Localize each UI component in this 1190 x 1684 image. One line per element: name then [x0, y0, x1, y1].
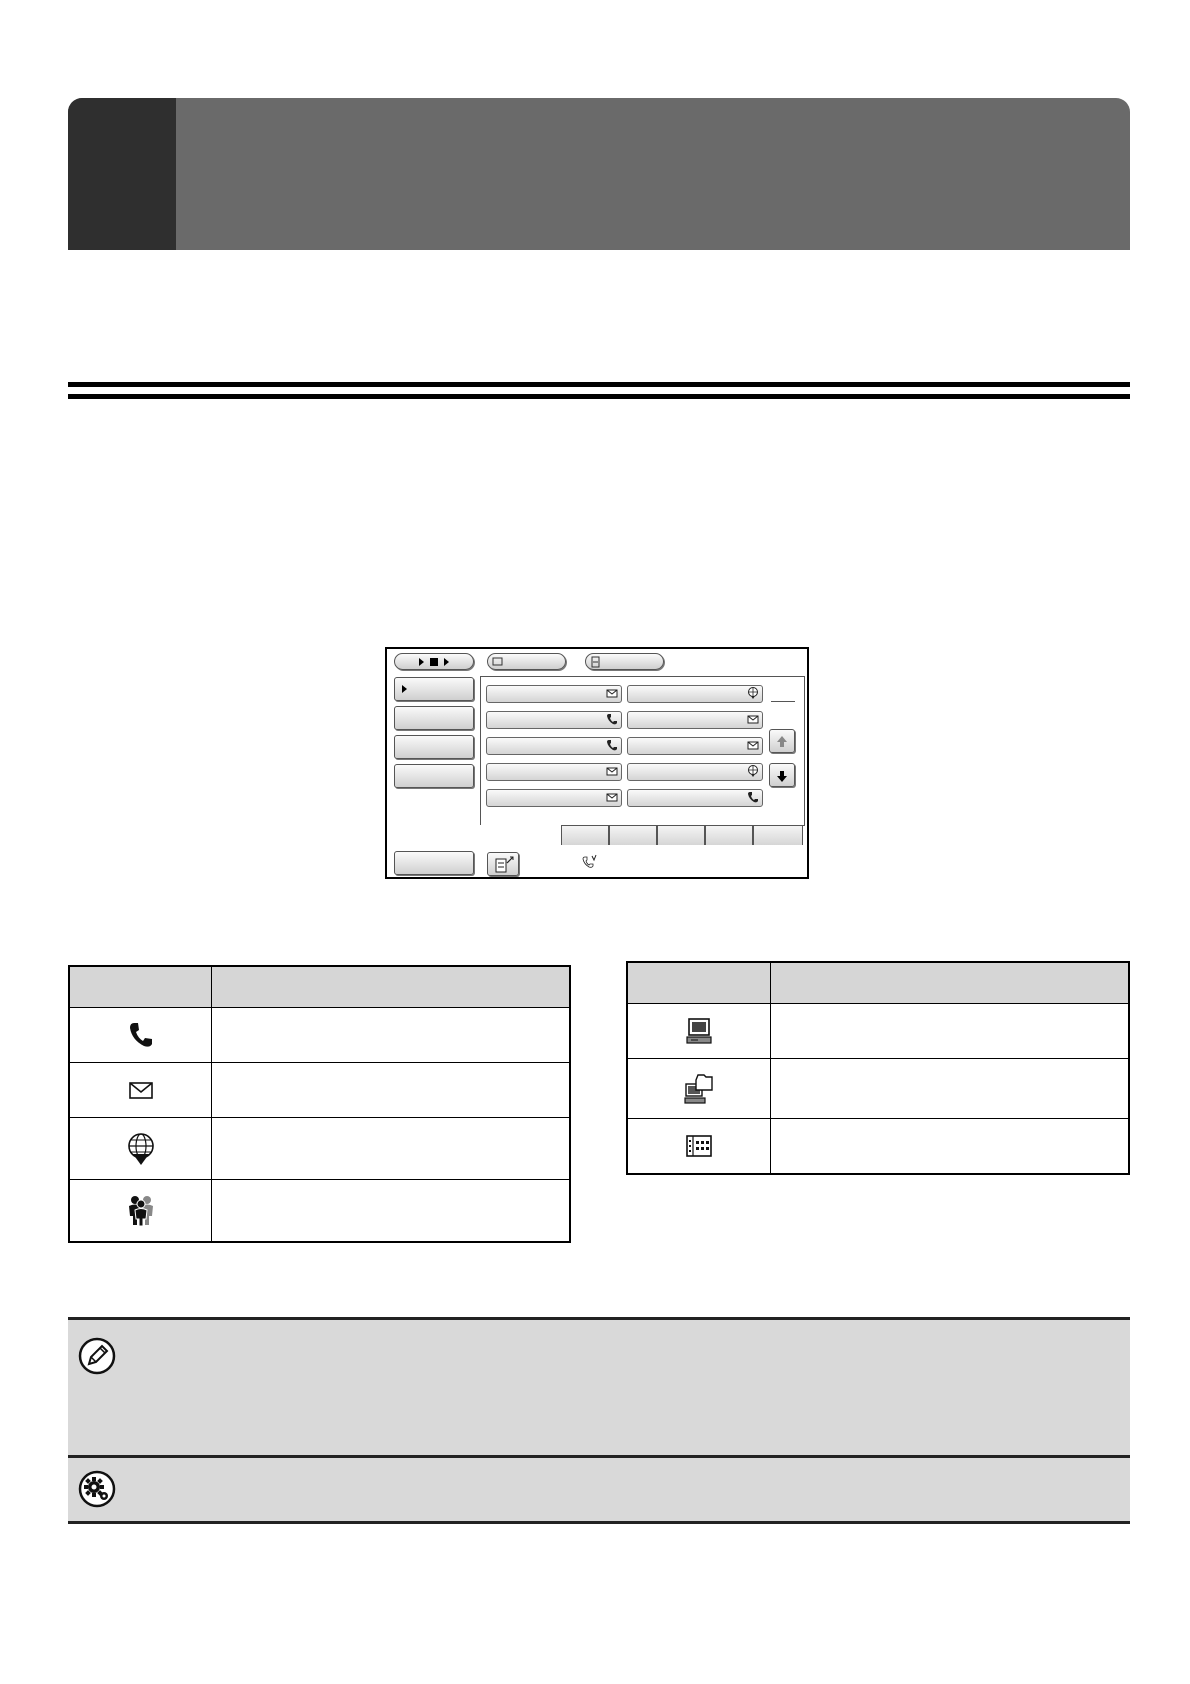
table-row	[69, 1118, 570, 1180]
scroll-up-button[interactable]	[769, 729, 795, 753]
table-row	[69, 1180, 570, 1242]
index-group-button[interactable]	[394, 706, 474, 730]
chapter-number-tab	[68, 98, 176, 250]
system-settings-box	[68, 1458, 1130, 1524]
fax-icon	[747, 791, 759, 803]
address-entry[interactable]	[486, 789, 622, 807]
sort-address-button[interactable]	[585, 653, 664, 670]
table-row	[627, 1004, 1129, 1059]
email-icon	[128, 1080, 154, 1100]
index-search-button[interactable]	[394, 764, 474, 788]
group-icon	[127, 1194, 155, 1226]
section-rule-bottom	[68, 394, 1130, 399]
arrow-up-icon	[770, 730, 796, 754]
fax-icon	[606, 713, 618, 725]
scan-to-desktop-icon	[686, 1017, 712, 1045]
email-icon	[606, 791, 618, 803]
address-review-button[interactable]	[487, 653, 566, 670]
index-tab[interactable]	[705, 825, 753, 845]
fax-icon	[606, 739, 618, 751]
table-header-description	[771, 962, 1130, 1004]
email-icon	[747, 739, 759, 751]
row-description	[212, 1180, 571, 1242]
play-stop-play-icon	[395, 654, 475, 671]
internet-fax-icon	[747, 687, 759, 699]
page-indicator	[771, 701, 795, 702]
row-description	[771, 1119, 1130, 1174]
index-tab[interactable]	[657, 825, 705, 845]
chapter-banner	[68, 98, 1130, 250]
fax-mark-icon	[582, 854, 598, 870]
address-book-screen	[385, 647, 809, 879]
display-switch-button[interactable]	[394, 653, 474, 670]
row-description	[212, 1008, 571, 1063]
table-row	[69, 1008, 570, 1063]
address-entry[interactable]	[486, 763, 622, 781]
table-row	[627, 1059, 1129, 1119]
email-icon	[747, 713, 759, 725]
table-row	[627, 1119, 1129, 1174]
row-description	[212, 1118, 571, 1180]
table-header-description	[212, 966, 571, 1008]
table-header-icon	[69, 966, 212, 1008]
index-abc-button[interactable]	[394, 735, 474, 759]
table-row	[69, 1063, 570, 1118]
scan-to-network-folder-icon	[685, 1134, 713, 1158]
right-icon-table	[626, 961, 1130, 1175]
address-entry[interactable]	[486, 685, 622, 703]
global-address-search-button[interactable]	[487, 852, 519, 876]
left-icon-table	[68, 965, 571, 1243]
active-tab-gap	[480, 825, 561, 826]
internet-fax-icon	[747, 765, 759, 777]
address-icon	[492, 656, 504, 668]
email-icon	[606, 765, 618, 777]
address-list-panel	[480, 676, 805, 826]
row-description	[771, 1004, 1130, 1059]
note-box	[68, 1317, 1130, 1458]
section-rule-top	[68, 382, 1130, 387]
address-entry[interactable]	[627, 763, 763, 781]
address-entry[interactable]	[486, 737, 622, 755]
scan-to-ftp-icon	[684, 1072, 714, 1106]
pencil-note-icon	[78, 1337, 116, 1375]
internet-fax-icon	[127, 1132, 155, 1166]
ok-button[interactable]	[394, 851, 474, 875]
address-entry[interactable]	[627, 711, 763, 729]
index-all-button[interactable]	[394, 677, 474, 701]
address-entry[interactable]	[627, 737, 763, 755]
row-description	[212, 1063, 571, 1118]
settings-gear-icon	[78, 1470, 116, 1508]
address-entry[interactable]	[627, 789, 763, 807]
index-tab[interactable]	[609, 825, 657, 845]
index-tab[interactable]	[753, 825, 803, 845]
table-header-icon	[627, 962, 771, 1004]
address-entry[interactable]	[486, 711, 622, 729]
address-book-search-icon	[488, 853, 520, 877]
address-entry[interactable]	[627, 685, 763, 703]
index-tab[interactable]	[561, 825, 609, 845]
row-description	[771, 1059, 1130, 1119]
book-icon	[590, 656, 602, 668]
scroll-down-button[interactable]	[769, 763, 795, 787]
fax-icon	[128, 1021, 154, 1049]
selected-arrow-icon	[401, 684, 411, 694]
email-icon	[606, 687, 618, 699]
arrow-down-icon	[770, 764, 796, 788]
